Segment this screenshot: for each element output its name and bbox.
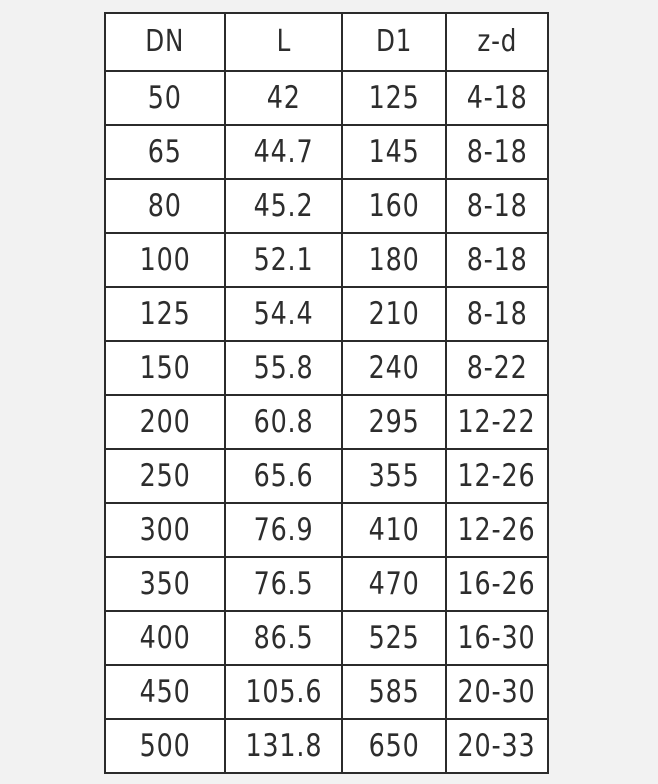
cell-dn [105, 719, 225, 773]
table-header [105, 13, 548, 71]
cell-z-d [446, 71, 548, 125]
cell-value: 8-18 [466, 133, 528, 170]
cell-d1 [342, 719, 446, 773]
table-row [105, 449, 548, 503]
header-row [105, 13, 548, 71]
cell-l [225, 395, 342, 449]
cell-value: 16-26 [458, 565, 536, 602]
cell-l [225, 179, 342, 233]
cell-value: 210 [368, 295, 420, 332]
cell-value: 8-22 [466, 349, 528, 386]
cell-dn [105, 665, 225, 719]
cell-value: 12-26 [458, 511, 536, 548]
cell-value: 400 [139, 619, 191, 656]
cell-z-d [446, 557, 548, 611]
cell-value: 20-33 [458, 727, 536, 764]
cell-dn [105, 287, 225, 341]
cell-d1 [342, 557, 446, 611]
cell-value: 65.6 [253, 457, 314, 494]
cell-value: 470 [368, 565, 420, 602]
cell-d1 [342, 179, 446, 233]
cell-value: 12-22 [458, 403, 536, 440]
cell-value: 150 [139, 349, 191, 386]
cell-value: 76.5 [253, 565, 314, 602]
table-row [105, 557, 548, 611]
cell-value: 525 [368, 619, 420, 656]
cell-d1 [342, 449, 446, 503]
cell-value: 125 [139, 295, 191, 332]
cell-dn [105, 125, 225, 179]
cell-l [225, 719, 342, 773]
cell-value: 12-26 [458, 457, 536, 494]
cell-value: 450 [139, 673, 191, 710]
cell-l [225, 557, 342, 611]
cell-value: 8-18 [466, 241, 528, 278]
cell-dn [105, 71, 225, 125]
cell-value: 410 [368, 511, 420, 548]
cell-l [225, 71, 342, 125]
cell-l [225, 287, 342, 341]
cell-value: 86.5 [253, 619, 314, 656]
cell-l [225, 665, 342, 719]
cell-value: 8-18 [466, 295, 528, 332]
table-row [105, 395, 548, 449]
cell-value: 585 [368, 673, 420, 710]
cell-z-d [446, 395, 548, 449]
cell-value: 100 [139, 241, 191, 278]
cell-l [225, 125, 342, 179]
cell-value: 52.1 [253, 241, 314, 278]
cell-l [225, 503, 342, 557]
table-row [105, 233, 548, 287]
table-row [105, 71, 548, 125]
cell-d1 [342, 125, 446, 179]
cell-d1 [342, 503, 446, 557]
cell-value: 54.4 [253, 295, 314, 332]
header-l-label: L [276, 24, 291, 59]
header-z-d-label: z-d [477, 24, 517, 59]
table-body [105, 71, 548, 773]
cell-value: 76.9 [253, 511, 314, 548]
cell-l [225, 233, 342, 287]
table-row [105, 341, 548, 395]
cell-d1 [342, 395, 446, 449]
cell-value: 105.6 [245, 673, 322, 710]
cell-value: 80 [147, 187, 182, 224]
dimension-table [104, 12, 549, 774]
cell-l [225, 341, 342, 395]
cell-z-d [446, 179, 548, 233]
cell-z-d [446, 719, 548, 773]
cell-z-d [446, 341, 548, 395]
cell-value: 180 [368, 241, 420, 278]
cell-dn [105, 449, 225, 503]
cell-l [225, 449, 342, 503]
cell-z-d [446, 287, 548, 341]
table-row [105, 503, 548, 557]
cell-dn [105, 233, 225, 287]
cell-dn [105, 341, 225, 395]
cell-value: 650 [368, 727, 420, 764]
cell-z-d [446, 665, 548, 719]
cell-dn [105, 503, 225, 557]
cell-value: 20-30 [458, 673, 536, 710]
cell-value: 240 [368, 349, 420, 386]
cell-d1 [342, 665, 446, 719]
cell-dn [105, 557, 225, 611]
cell-value: 200 [139, 403, 191, 440]
header-d1-label: D1 [375, 24, 413, 59]
cell-z-d [446, 233, 548, 287]
table-row [105, 665, 548, 719]
cell-value: 350 [139, 565, 191, 602]
table-row [105, 287, 548, 341]
cell-value: 50 [147, 79, 182, 116]
header-d1 [342, 13, 446, 71]
cell-value: 60.8 [253, 403, 314, 440]
cell-z-d [446, 611, 548, 665]
cell-dn [105, 179, 225, 233]
cell-z-d [446, 449, 548, 503]
cell-z-d [446, 503, 548, 557]
cell-value: 250 [139, 457, 191, 494]
cell-value: 300 [139, 511, 191, 548]
cell-d1 [342, 341, 446, 395]
cell-value: 131.8 [245, 727, 322, 764]
header-z-d [446, 13, 548, 71]
header-l [225, 13, 342, 71]
cell-value: 295 [368, 403, 420, 440]
cell-d1 [342, 233, 446, 287]
cell-dn [105, 611, 225, 665]
cell-d1 [342, 611, 446, 665]
cell-value: 160 [368, 187, 420, 224]
table-row [105, 179, 548, 233]
header-dn [105, 13, 225, 71]
table-row [105, 719, 548, 773]
cell-value: 4-18 [466, 79, 528, 116]
cell-value: 500 [139, 727, 191, 764]
cell-value: 355 [368, 457, 420, 494]
cell-value: 16-30 [458, 619, 536, 656]
cell-d1 [342, 287, 446, 341]
cell-value: 8-18 [466, 187, 528, 224]
cell-l [225, 611, 342, 665]
table-row [105, 611, 548, 665]
cell-value: 65 [147, 133, 182, 170]
cell-value: 45.2 [253, 187, 314, 224]
cell-value: 145 [368, 133, 420, 170]
cell-dn [105, 395, 225, 449]
cell-value: 44.7 [253, 133, 314, 170]
cell-value: 42 [266, 79, 301, 116]
cell-value: 125 [368, 79, 420, 116]
cell-value: 55.8 [253, 349, 314, 386]
header-dn-label: DN [145, 24, 185, 59]
cell-d1 [342, 71, 446, 125]
cell-z-d [446, 125, 548, 179]
table-row [105, 125, 548, 179]
